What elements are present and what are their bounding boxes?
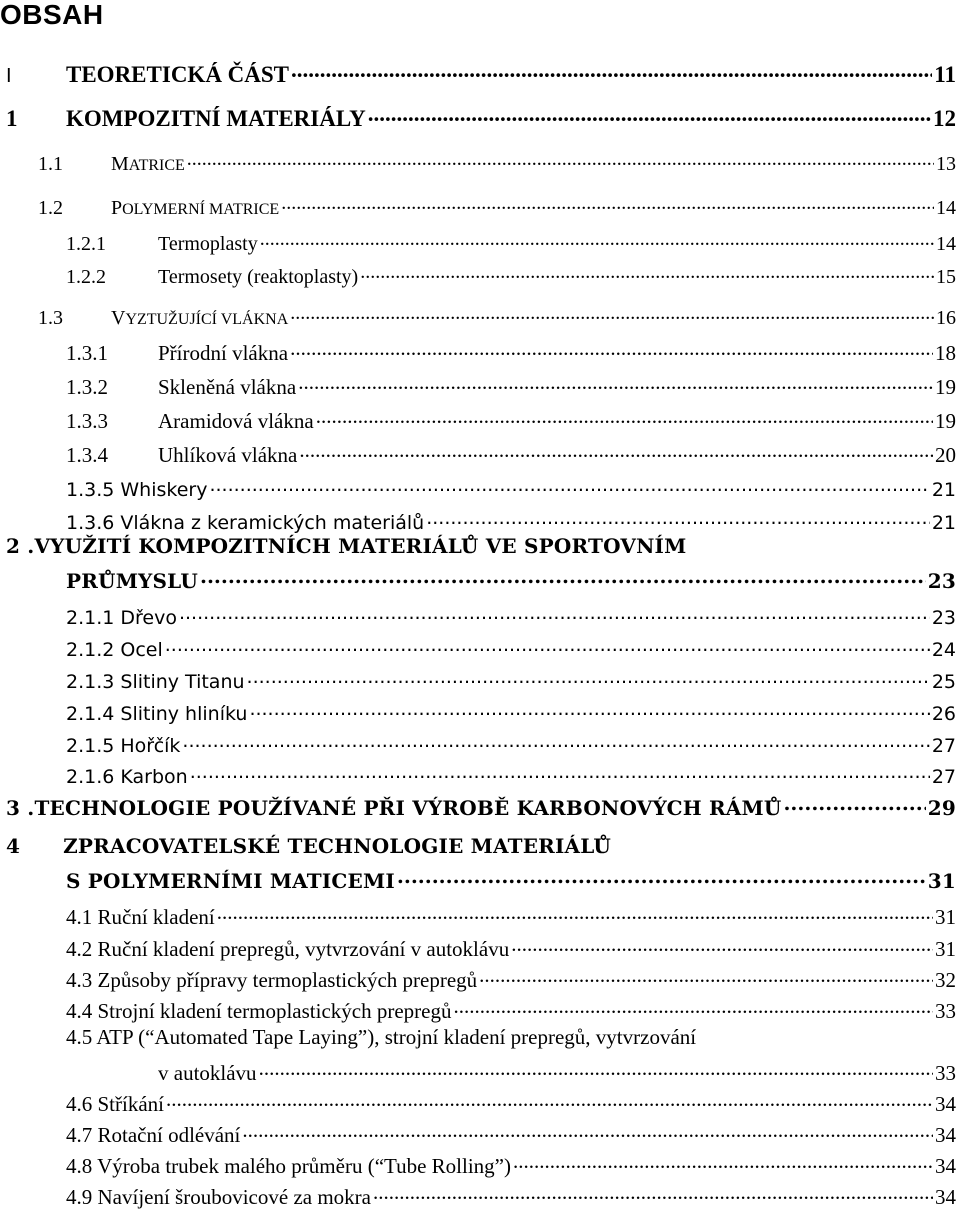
toc-entry-subsection-1-2-1[interactable] bbox=[0, 226, 956, 256]
dot-leader bbox=[479, 963, 933, 988]
dot-leader bbox=[513, 1149, 933, 1174]
toc-entry-title: Uhlíková vlákna bbox=[158, 443, 298, 467]
toc-entry-title: 1.3.5 Whiskery bbox=[66, 479, 208, 501]
dot-leader bbox=[259, 1056, 933, 1081]
toc-entry-number: 1.3 bbox=[38, 307, 63, 329]
toc-entry-section-1-2[interactable] bbox=[0, 190, 956, 220]
dot-leader bbox=[166, 1087, 933, 1112]
dot-leader bbox=[187, 148, 934, 171]
dot-leader bbox=[179, 602, 930, 624]
toc-entry-subsection-2-1-1[interactable] bbox=[0, 599, 956, 629]
toc-entry-title-continuation: S POLYMERNÍMI MATICEMI bbox=[66, 869, 395, 893]
toc-entry-title-rest: ATRICE bbox=[128, 157, 185, 174]
toc-page-number: 34 bbox=[935, 1092, 956, 1116]
dot-leader bbox=[249, 698, 929, 720]
toc-page-number: 27 bbox=[931, 735, 956, 757]
toc-entry-title-continuation: v autoklávu bbox=[158, 1061, 257, 1085]
toc-page-number: 19 bbox=[935, 375, 956, 399]
toc-entry-title: 4.5 ATP (“Automated Tape Laying”), strojní kladení prepregů, vytvrzování bbox=[66, 1025, 697, 1049]
page-title: OBSAH bbox=[0, 0, 104, 30]
toc-page-number: 21 bbox=[931, 479, 956, 501]
toc-entry-part-1[interactable] bbox=[0, 58, 956, 88]
toc-entry-title: 1.3.6 Vlákna z keramických materiálů bbox=[66, 512, 425, 534]
toc-page-number: 32 bbox=[935, 968, 956, 992]
toc-entry-title: 4.7 Rotační odlévání bbox=[66, 1123, 241, 1147]
toc-page-number: 14 bbox=[936, 233, 956, 255]
toc-entry-title bbox=[111, 153, 185, 176]
toc-page-number: 25 bbox=[931, 671, 956, 693]
toc-page-number: 31 bbox=[935, 905, 956, 929]
toc-entry-title: 4.4 Strojní kladení termoplastických prepregů bbox=[66, 999, 452, 1023]
toc-entry-title: 4.3 Způsoby přípravy termoplastických prepregů bbox=[66, 968, 478, 992]
toc-page-number: 33 bbox=[935, 1061, 956, 1085]
toc-entry-title: 4.2 Ruční kladení prepregů, vytvrzování v autoklávu bbox=[66, 937, 510, 961]
toc-entry-number: 1.3.3 bbox=[66, 409, 108, 433]
toc-entry-subsection-1-3-6[interactable] bbox=[0, 504, 956, 534]
toc-entry-subsection-2-1-2[interactable] bbox=[0, 631, 956, 661]
dot-leader bbox=[316, 404, 933, 429]
dot-leader bbox=[182, 730, 929, 752]
toc-entry-title: TEORETICKÁ ČÁST bbox=[66, 62, 290, 87]
toc-entry-title-initial: M bbox=[111, 153, 129, 175]
toc-entry-title: Skleněná vlákna bbox=[158, 375, 297, 399]
toc-entry-title: 2.1.2 Ocel bbox=[66, 639, 163, 661]
toc-entry-subsection-1-3-2[interactable] bbox=[0, 370, 956, 400]
toc-entry-subsection-1-3-3[interactable] bbox=[0, 404, 956, 434]
toc-entry-title: 3 .TECHNOLOGIE POUŽÍVANÉ PŘI VÝROBĚ KARBONOVÝCH RÁMŮ bbox=[6, 796, 782, 820]
dot-leader bbox=[260, 228, 934, 251]
toc-entry-chapter-4[interactable] bbox=[0, 863, 956, 893]
toc-entry-title: KOMPOZITNÍ MATERIÁLY bbox=[66, 106, 366, 131]
toc-entry-subsection-1-3-4[interactable] bbox=[0, 438, 956, 468]
toc-page-number: 34 bbox=[935, 1185, 956, 1209]
dot-leader bbox=[373, 1180, 933, 1205]
toc-entry-chapter-3[interactable] bbox=[0, 790, 956, 820]
toc-entry-number: 4 bbox=[6, 834, 21, 858]
dot-leader bbox=[290, 302, 934, 325]
dot-leader bbox=[299, 438, 933, 463]
dot-leader bbox=[397, 864, 926, 888]
toc-entry-subsection-1-3-1[interactable] bbox=[0, 336, 956, 366]
dot-leader bbox=[290, 336, 933, 361]
toc-page-number: 20 bbox=[935, 443, 956, 467]
dot-leader bbox=[454, 994, 934, 1019]
toc-entry-subsection-1-2-2[interactable] bbox=[0, 259, 956, 289]
toc-entry-number: 1.2 bbox=[38, 197, 63, 219]
toc-entry-section-4-7[interactable] bbox=[0, 1118, 956, 1148]
toc-entry-title: Přírodní vlákna bbox=[158, 341, 289, 365]
toc-page-number: 12 bbox=[933, 106, 956, 131]
toc-entry-title: Termosety (reaktoplasty) bbox=[158, 266, 359, 288]
toc-entry-section-4-5-line1 bbox=[66, 1025, 696, 1050]
toc-page-number: 27 bbox=[931, 766, 956, 788]
toc-entry-number: 1.2.1 bbox=[66, 233, 106, 255]
toc-page-number: 31 bbox=[935, 937, 956, 961]
toc-entry-section-4-3[interactable] bbox=[0, 963, 956, 993]
toc-entry-title: ZPRACOVATELSKÉ TECHNOLOGIE MATERIÁLŮ bbox=[63, 834, 612, 858]
toc-page-number: 18 bbox=[935, 341, 956, 365]
toc-page-number: 29 bbox=[927, 796, 956, 820]
toc-entry-section-4-4[interactable] bbox=[0, 994, 956, 1024]
toc-entry-number: 1.3.2 bbox=[66, 375, 108, 399]
toc-entry-chapter-2-line1 bbox=[0, 534, 686, 558]
dot-leader bbox=[426, 507, 930, 529]
dot-leader bbox=[368, 101, 931, 127]
toc-entry-number: 1.3.1 bbox=[66, 341, 108, 365]
toc-entry-number: I bbox=[6, 65, 12, 87]
toc-entry-subsection-1-3-5[interactable] bbox=[0, 471, 956, 501]
toc-page-number: 26 bbox=[931, 703, 956, 725]
toc-entry-title: 4.6 Stříkání bbox=[66, 1092, 164, 1116]
toc-page-number: 21 bbox=[931, 512, 956, 534]
toc-page-number: 11 bbox=[934, 62, 956, 87]
toc-page-number: 23 bbox=[931, 607, 956, 629]
dot-leader bbox=[511, 932, 933, 957]
toc-entry-title-initial: P bbox=[111, 197, 123, 219]
toc-entry-title: 2.1.6 Karbon bbox=[66, 766, 188, 788]
toc-entry-title: 2 .VYUŽITÍ KOMPOZITNÍCH MATERIÁLŮ VE SPORTOVNÍM bbox=[6, 534, 687, 558]
toc-entry-title: 4.1 Ruční kladení bbox=[66, 905, 215, 929]
toc-entry-title-rest: YZTUŽUJÍCÍ VLÁKNA bbox=[125, 311, 289, 328]
toc-page-number: 16 bbox=[936, 307, 956, 329]
toc-entry-section-4-6[interactable] bbox=[0, 1087, 956, 1117]
toc-entry-section-4-8[interactable] bbox=[0, 1149, 956, 1179]
toc-page-number: 24 bbox=[931, 639, 956, 661]
toc-entry-section-4-9[interactable] bbox=[0, 1180, 956, 1210]
toc-entry-subsection-2-1-5[interactable] bbox=[0, 727, 956, 757]
dot-leader bbox=[247, 666, 930, 688]
dot-leader bbox=[281, 192, 934, 215]
toc-entry-chapter-4-line1 bbox=[6, 834, 611, 858]
toc-entry-section-1-1[interactable] bbox=[0, 146, 956, 176]
toc-entry-title: 2.1.3 Slitiny Titanu bbox=[66, 671, 245, 693]
dot-leader bbox=[360, 261, 934, 284]
toc-entry-section-1-3[interactable] bbox=[0, 300, 956, 330]
dot-leader bbox=[165, 634, 930, 656]
toc-entry-chapter-1[interactable] bbox=[0, 102, 956, 132]
toc-entry-title-initial: V bbox=[111, 307, 126, 329]
toc-page-number: 34 bbox=[935, 1123, 956, 1147]
toc-entry-title: Aramidová vlákna bbox=[158, 409, 314, 433]
dot-leader bbox=[291, 57, 932, 83]
toc-page-number: 15 bbox=[936, 266, 956, 288]
dot-leader bbox=[217, 900, 933, 925]
toc-entry-title-rest: OLYMERNÍ MATRICE bbox=[122, 201, 280, 218]
toc-entry-title-continuation: PRŮMYSLU bbox=[66, 569, 198, 593]
toc-page-number: 31 bbox=[927, 869, 956, 893]
toc-entry-title: 2.1.5 Hořčík bbox=[66, 735, 181, 757]
toc-page-number: 13 bbox=[936, 153, 956, 175]
toc-entry-subsection-2-1-6[interactable] bbox=[0, 758, 956, 788]
toc-entry-title: 2.1.4 Slitiny hliníku bbox=[66, 703, 248, 725]
toc-page-number: 33 bbox=[935, 999, 956, 1023]
toc-entry-chapter-2[interactable] bbox=[0, 563, 956, 593]
toc-entry-number: 1.3.4 bbox=[66, 443, 108, 467]
toc-entry-title: 4.8 Výroba trubek malého průměru (“Tube Rolling”) bbox=[66, 1154, 511, 1178]
toc-entry-section-4-2[interactable] bbox=[0, 932, 956, 962]
dot-leader bbox=[783, 791, 925, 815]
toc-page-number: 14 bbox=[936, 197, 956, 219]
toc-entry-subsection-2-1-4[interactable] bbox=[0, 695, 956, 725]
toc-entry-subsection-2-1-3[interactable] bbox=[0, 663, 956, 693]
toc-page-number: 19 bbox=[935, 409, 956, 433]
toc-entry-title: 4.9 Navíjení šroubovicové za mokra bbox=[66, 1185, 371, 1209]
toc-entry-title: Termoplasty bbox=[158, 233, 258, 255]
dot-leader bbox=[298, 370, 933, 395]
dot-leader bbox=[200, 564, 926, 588]
toc-entry-number: 1.2.2 bbox=[66, 266, 106, 288]
toc-page-number: 23 bbox=[927, 569, 956, 593]
toc-entry-number: 1.1 bbox=[38, 153, 63, 175]
toc-entry-title bbox=[111, 197, 279, 220]
toc-entry-title: 2.1.1 Dřevo bbox=[66, 607, 177, 629]
dot-leader bbox=[242, 1118, 933, 1143]
toc-entry-number: 1 bbox=[6, 106, 18, 131]
toc-entry-section-4-1[interactable] bbox=[0, 900, 956, 930]
toc-entry-title bbox=[111, 307, 288, 330]
toc-entry-section-4-5[interactable] bbox=[0, 1056, 956, 1086]
dot-leader bbox=[209, 474, 929, 496]
dot-leader bbox=[190, 761, 930, 783]
toc-page-number: 34 bbox=[935, 1154, 956, 1178]
